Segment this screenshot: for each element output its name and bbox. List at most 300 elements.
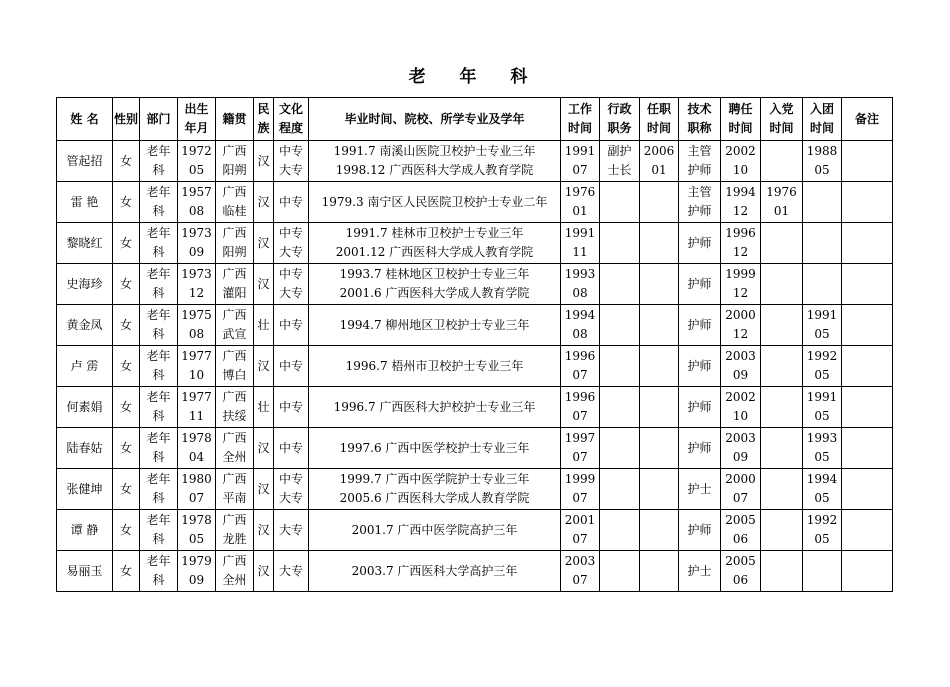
cell-line: 12	[188, 286, 205, 300]
column-header	[113, 98, 140, 141]
cell-line: 07	[188, 491, 205, 505]
cell-line: 1991	[564, 144, 596, 158]
cell-title	[679, 223, 721, 264]
cell-birth	[178, 141, 216, 182]
cell-ethnic	[254, 223, 274, 264]
cell-title	[679, 387, 721, 428]
cell-line: 阳朔	[222, 245, 247, 259]
cell-gender	[113, 387, 140, 428]
cell-line: 1993	[564, 267, 596, 281]
cell-line: 族	[257, 121, 270, 135]
cell-party	[761, 264, 803, 305]
cell-line: 广西	[222, 267, 247, 281]
cell-line: 1972	[181, 144, 212, 158]
cell-line: 女	[119, 522, 132, 537]
cell-line: 05	[188, 163, 205, 177]
cell-line: 中专	[278, 267, 303, 281]
cell-hire	[721, 223, 761, 264]
cell-league	[803, 346, 842, 387]
cell-line: 08	[188, 204, 205, 218]
cell-league	[803, 182, 842, 223]
cell-work	[561, 182, 600, 223]
cell-education	[309, 510, 561, 551]
cell-league	[803, 469, 842, 510]
cell-line: 科	[152, 327, 165, 341]
cell-line: 1991.7 南溪山医院卫校护士专业三年	[333, 144, 536, 158]
cell-line: 科	[152, 450, 165, 464]
cell-ethnic	[254, 305, 274, 346]
cell-edu-level	[274, 428, 309, 469]
cell-line: 老年	[146, 349, 171, 363]
cell-line: 平南	[222, 491, 247, 505]
cell-line: 汉	[257, 481, 270, 496]
cell-gender	[113, 264, 140, 305]
cell-party	[761, 305, 803, 346]
cell-name	[57, 469, 113, 510]
cell-line: 06	[732, 573, 749, 587]
cell-dept	[140, 346, 178, 387]
cell-party	[761, 469, 803, 510]
cell-birth	[178, 305, 216, 346]
cell-line: 大专	[278, 163, 303, 177]
cell-line: 12	[732, 327, 749, 341]
cell-line: 陆春姑	[66, 440, 103, 455]
cell-line: 2006	[643, 144, 675, 158]
cell-line: 科	[152, 286, 165, 300]
cell-title	[679, 182, 721, 223]
cell-line: 主管	[687, 185, 712, 199]
cell-dept	[140, 551, 178, 592]
cell-name	[57, 264, 113, 305]
cell-ethnic	[254, 264, 274, 305]
cell-line: 大专	[278, 522, 303, 537]
cell-edu-level	[274, 346, 309, 387]
cell-line: 04	[188, 450, 205, 464]
table-row	[57, 387, 893, 428]
cell-ethnic	[254, 141, 274, 182]
cell-league	[803, 387, 842, 428]
cell-origin	[216, 346, 254, 387]
cell-line: 史海珍	[66, 276, 103, 291]
cell-line: 1998.12 广西医科大学成人教育学院	[335, 163, 534, 177]
cell-line: 黄金凤	[66, 317, 103, 332]
cell-name	[57, 223, 113, 264]
table-row	[57, 182, 893, 223]
cell-line: 科	[152, 245, 165, 259]
cell-line: 入党	[769, 102, 794, 116]
cell-line: 2001.6 广西医科大学成人教育学院	[339, 286, 530, 300]
cell-line: 汉	[257, 153, 270, 168]
cell-line: 程度	[278, 121, 303, 135]
cell-line: 性别	[113, 111, 138, 126]
cell-admin	[600, 510, 640, 551]
cell-line: 广西	[222, 349, 247, 363]
table-row	[57, 305, 893, 346]
cell-education	[309, 387, 561, 428]
cell-line: 中专	[278, 194, 303, 209]
cell-edu-level	[274, 141, 309, 182]
cell-line: 文化	[278, 102, 303, 116]
cell-hire	[721, 346, 761, 387]
cell-line: 05	[814, 491, 830, 505]
cell-line: 全州	[222, 573, 247, 587]
cell-line: 1991.7 桂林市卫校护士专业三年	[345, 226, 524, 240]
table-body	[57, 141, 893, 592]
cell-line: 女	[119, 399, 132, 414]
cell-post-time	[640, 223, 679, 264]
cell-line: 广西	[222, 431, 247, 445]
cell-post-time	[640, 469, 679, 510]
cell-birth	[178, 182, 216, 223]
column-header	[254, 98, 274, 141]
cell-line: 护师	[687, 317, 712, 332]
cell-title	[679, 141, 721, 182]
cell-admin	[600, 182, 640, 223]
cell-line: 女	[119, 358, 132, 373]
cell-line: 07	[572, 368, 588, 382]
cell-line: 科	[152, 163, 165, 177]
cell-league	[803, 305, 842, 346]
cell-line: 老年	[146, 431, 171, 445]
cell-line: 护师	[687, 522, 712, 537]
cell-post-time	[640, 346, 679, 387]
cell-work	[561, 551, 600, 592]
column-header	[178, 98, 216, 141]
cell-line: 05	[188, 532, 205, 546]
cell-line: 中专	[278, 399, 303, 414]
cell-line: 01	[773, 204, 790, 218]
cell-origin	[216, 428, 254, 469]
cell-line: 谭 静	[70, 522, 99, 537]
column-header	[274, 98, 309, 141]
cell-line: 科	[152, 368, 165, 382]
cell-line: 05	[814, 409, 830, 423]
cell-line: 2002	[725, 144, 756, 158]
cell-hire	[721, 387, 761, 428]
cell-line: 护师	[687, 440, 712, 455]
cell-line: 1978	[181, 431, 212, 445]
cell-line: 1991	[806, 308, 838, 322]
cell-line: 2003	[564, 554, 596, 568]
cell-admin	[600, 141, 640, 182]
cell-title	[679, 346, 721, 387]
cell-birth	[178, 469, 216, 510]
cell-line: 2000	[725, 472, 756, 486]
cell-line: 06	[732, 532, 749, 546]
cell-line: 大专	[278, 563, 303, 578]
cell-education	[309, 469, 561, 510]
cell-hire	[721, 141, 761, 182]
cell-dept	[140, 305, 178, 346]
cell-line: 副护	[607, 144, 632, 158]
cell-line: 老年	[146, 144, 171, 158]
cell-education	[309, 551, 561, 592]
cell-dept	[140, 387, 178, 428]
cell-line: 01	[651, 163, 667, 177]
cell-line: 任职	[646, 102, 671, 116]
column-header	[761, 98, 803, 141]
cell-line: 大专	[278, 491, 303, 505]
cell-line: 1991	[806, 390, 838, 404]
cell-league	[803, 264, 842, 305]
cell-ethnic	[254, 510, 274, 551]
cell-ethnic	[254, 182, 274, 223]
cell-line: 1973	[181, 226, 212, 240]
cell-work	[561, 305, 600, 346]
cell-line: 中专	[278, 144, 303, 158]
cell-line: 何素娟	[66, 399, 103, 414]
cell-line: 老年	[146, 472, 171, 486]
cell-gender	[113, 141, 140, 182]
cell-edu-level	[274, 223, 309, 264]
cell-title	[679, 428, 721, 469]
cell-name	[57, 305, 113, 346]
cell-gender	[113, 551, 140, 592]
cell-line: 1976	[766, 185, 797, 199]
cell-line: 1993.7 桂林地区卫校护士专业三年	[339, 267, 530, 281]
cell-ethnic	[254, 387, 274, 428]
cell-admin	[600, 346, 640, 387]
cell-line: 女	[119, 194, 132, 209]
cell-line: 09	[732, 368, 749, 382]
cell-line: 广西	[222, 308, 247, 322]
cell-line: 12	[732, 286, 749, 300]
cell-post-time	[640, 551, 679, 592]
table-header-row	[57, 98, 893, 141]
cell-line: 2001.7 广西中医学院高护三年	[351, 522, 518, 537]
cell-line: 1993	[806, 431, 838, 445]
cell-line: 老年	[146, 390, 171, 404]
cell-line: 女	[119, 276, 132, 291]
cell-line: 科	[152, 204, 165, 218]
cell-line: 女	[119, 317, 132, 332]
cell-line: 张健坤	[66, 481, 103, 496]
cell-line: 广西	[222, 226, 247, 240]
cell-gender	[113, 510, 140, 551]
cell-line: 老年	[146, 513, 171, 527]
cell-line: 临桂	[222, 204, 247, 218]
cell-dept	[140, 510, 178, 551]
cell-line: 1996	[725, 226, 756, 240]
cell-league	[803, 551, 842, 592]
cell-line: 07	[572, 573, 588, 587]
cell-dept	[140, 182, 178, 223]
cell-ethnic	[254, 469, 274, 510]
cell-admin	[600, 469, 640, 510]
cell-line: 中专	[278, 358, 303, 373]
cell-title	[679, 305, 721, 346]
cell-post-time	[640, 387, 679, 428]
cell-line: 部门	[146, 111, 171, 126]
cell-edu-level	[274, 387, 309, 428]
table-row	[57, 428, 893, 469]
cell-hire	[721, 305, 761, 346]
cell-line: 聘任	[728, 102, 753, 116]
cell-admin	[600, 387, 640, 428]
cell-gender	[113, 182, 140, 223]
cell-line: 2003.7 广西医科大学高护三年	[351, 563, 518, 578]
cell-line: 壮	[257, 399, 270, 414]
cell-league	[803, 428, 842, 469]
table-row	[57, 223, 893, 264]
cell-birth	[178, 428, 216, 469]
cell-birth	[178, 551, 216, 592]
cell-line: 卢 雳	[70, 358, 99, 373]
cell-line: 全州	[222, 450, 247, 464]
cell-line: 2005	[725, 513, 756, 527]
column-header	[561, 98, 600, 141]
cell-line: 1977	[181, 390, 212, 404]
cell-party	[761, 428, 803, 469]
cell-line: 女	[119, 563, 132, 578]
cell-line: 时间	[769, 121, 794, 135]
cell-line: 汉	[257, 276, 270, 291]
cell-gender	[113, 305, 140, 346]
cell-line: 2005	[725, 554, 756, 568]
cell-line: 11	[572, 245, 588, 259]
cell-line: 09	[188, 245, 205, 259]
cell-party	[761, 346, 803, 387]
cell-post-time	[640, 510, 679, 551]
cell-line: 1992	[806, 349, 838, 363]
cell-line: 大专	[278, 286, 303, 300]
cell-hire	[721, 428, 761, 469]
cell-name	[57, 141, 113, 182]
cell-line: 大专	[278, 245, 303, 259]
cell-note	[842, 387, 893, 428]
cell-line: 广西	[222, 390, 247, 404]
cell-line: 1994	[564, 308, 596, 322]
cell-line: 07	[732, 491, 749, 505]
cell-line: 壮	[257, 317, 270, 332]
cell-admin	[600, 264, 640, 305]
cell-line: 易丽玉	[66, 563, 103, 578]
cell-birth	[178, 346, 216, 387]
cell-post-time	[640, 182, 679, 223]
cell-origin	[216, 387, 254, 428]
column-header	[679, 98, 721, 141]
cell-edu-level	[274, 305, 309, 346]
cell-line: 毕业时间、院校、所学专业及学年	[344, 111, 525, 126]
cell-ethnic	[254, 346, 274, 387]
cell-line: 1999	[564, 472, 596, 486]
cell-origin	[216, 510, 254, 551]
cell-line: 08	[572, 327, 588, 341]
cell-dept	[140, 223, 178, 264]
cell-line: 备注	[854, 111, 879, 126]
cell-line: 1979	[181, 554, 212, 568]
cell-line: 汉	[257, 440, 270, 455]
cell-origin	[216, 141, 254, 182]
cell-line: 汉	[257, 358, 270, 373]
table-row	[57, 551, 893, 592]
cell-line: 1997.6 广西中医学校护士专业三年	[339, 440, 530, 455]
cell-line: 1994	[725, 185, 756, 199]
cell-note	[842, 182, 893, 223]
cell-line: 07	[572, 450, 588, 464]
cell-birth	[178, 264, 216, 305]
cell-education	[309, 264, 561, 305]
cell-admin	[600, 428, 640, 469]
cell-work	[561, 346, 600, 387]
cell-note	[842, 469, 893, 510]
cell-line: 护师	[687, 163, 712, 177]
cell-line: 08	[188, 327, 205, 341]
cell-line: 1999	[725, 267, 756, 281]
cell-line: 民	[257, 102, 270, 116]
table-row	[57, 469, 893, 510]
cell-title	[679, 510, 721, 551]
cell-work	[561, 264, 600, 305]
cell-name	[57, 510, 113, 551]
cell-work	[561, 141, 600, 182]
cell-line: 1992	[806, 513, 838, 527]
cell-line: 07	[572, 409, 588, 423]
cell-party	[761, 141, 803, 182]
table-row	[57, 141, 893, 182]
cell-line: 老年	[146, 554, 171, 568]
cell-name	[57, 387, 113, 428]
cell-line: 年月	[184, 121, 209, 135]
cell-line: 广西	[222, 144, 247, 158]
cell-ethnic	[254, 428, 274, 469]
cell-line: 12	[732, 245, 749, 259]
cell-line: 1979.3 南宁区人民医院卫校护士专业二年	[321, 194, 548, 209]
cell-note	[842, 264, 893, 305]
table-row	[57, 510, 893, 551]
cell-line: 雷 艳	[70, 194, 99, 209]
cell-hire	[721, 551, 761, 592]
cell-note	[842, 510, 893, 551]
page-title: 老 年 科	[408, 67, 542, 87]
cell-line: 1996.7 广西医科大护校护士专业三年	[333, 399, 536, 414]
cell-post-time	[640, 305, 679, 346]
cell-line: 女	[119, 440, 132, 455]
cell-league	[803, 141, 842, 182]
cell-line: 1996	[564, 349, 596, 363]
cell-line: 龙胜	[222, 532, 247, 546]
cell-line: 时间	[728, 121, 753, 135]
cell-edu-level	[274, 182, 309, 223]
cell-line: 1996.7 梧州市卫校护士专业三年	[345, 358, 524, 373]
cell-birth	[178, 510, 216, 551]
cell-note	[842, 428, 893, 469]
cell-line: 老年	[146, 185, 171, 199]
cell-line: 职称	[687, 121, 712, 135]
cell-work	[561, 469, 600, 510]
cell-line: 护士	[687, 563, 712, 578]
cell-post-time	[640, 141, 679, 182]
cell-edu-level	[274, 551, 309, 592]
cell-note	[842, 346, 893, 387]
cell-line: 护士	[687, 481, 712, 496]
cell-note	[842, 305, 893, 346]
cell-line: 2002	[725, 390, 756, 404]
cell-line: 1978	[181, 513, 212, 527]
cell-education	[309, 223, 561, 264]
cell-league	[803, 510, 842, 551]
cell-line: 广西	[222, 472, 247, 486]
cell-line: 汉	[257, 563, 270, 578]
cell-line: 广西	[222, 185, 247, 199]
cell-education	[309, 346, 561, 387]
cell-line: 护师	[687, 204, 712, 218]
cell-line: 1973	[181, 267, 212, 281]
column-header	[842, 98, 893, 141]
cell-post-time	[640, 428, 679, 469]
column-header	[309, 98, 561, 141]
cell-line: 时间	[809, 121, 834, 135]
